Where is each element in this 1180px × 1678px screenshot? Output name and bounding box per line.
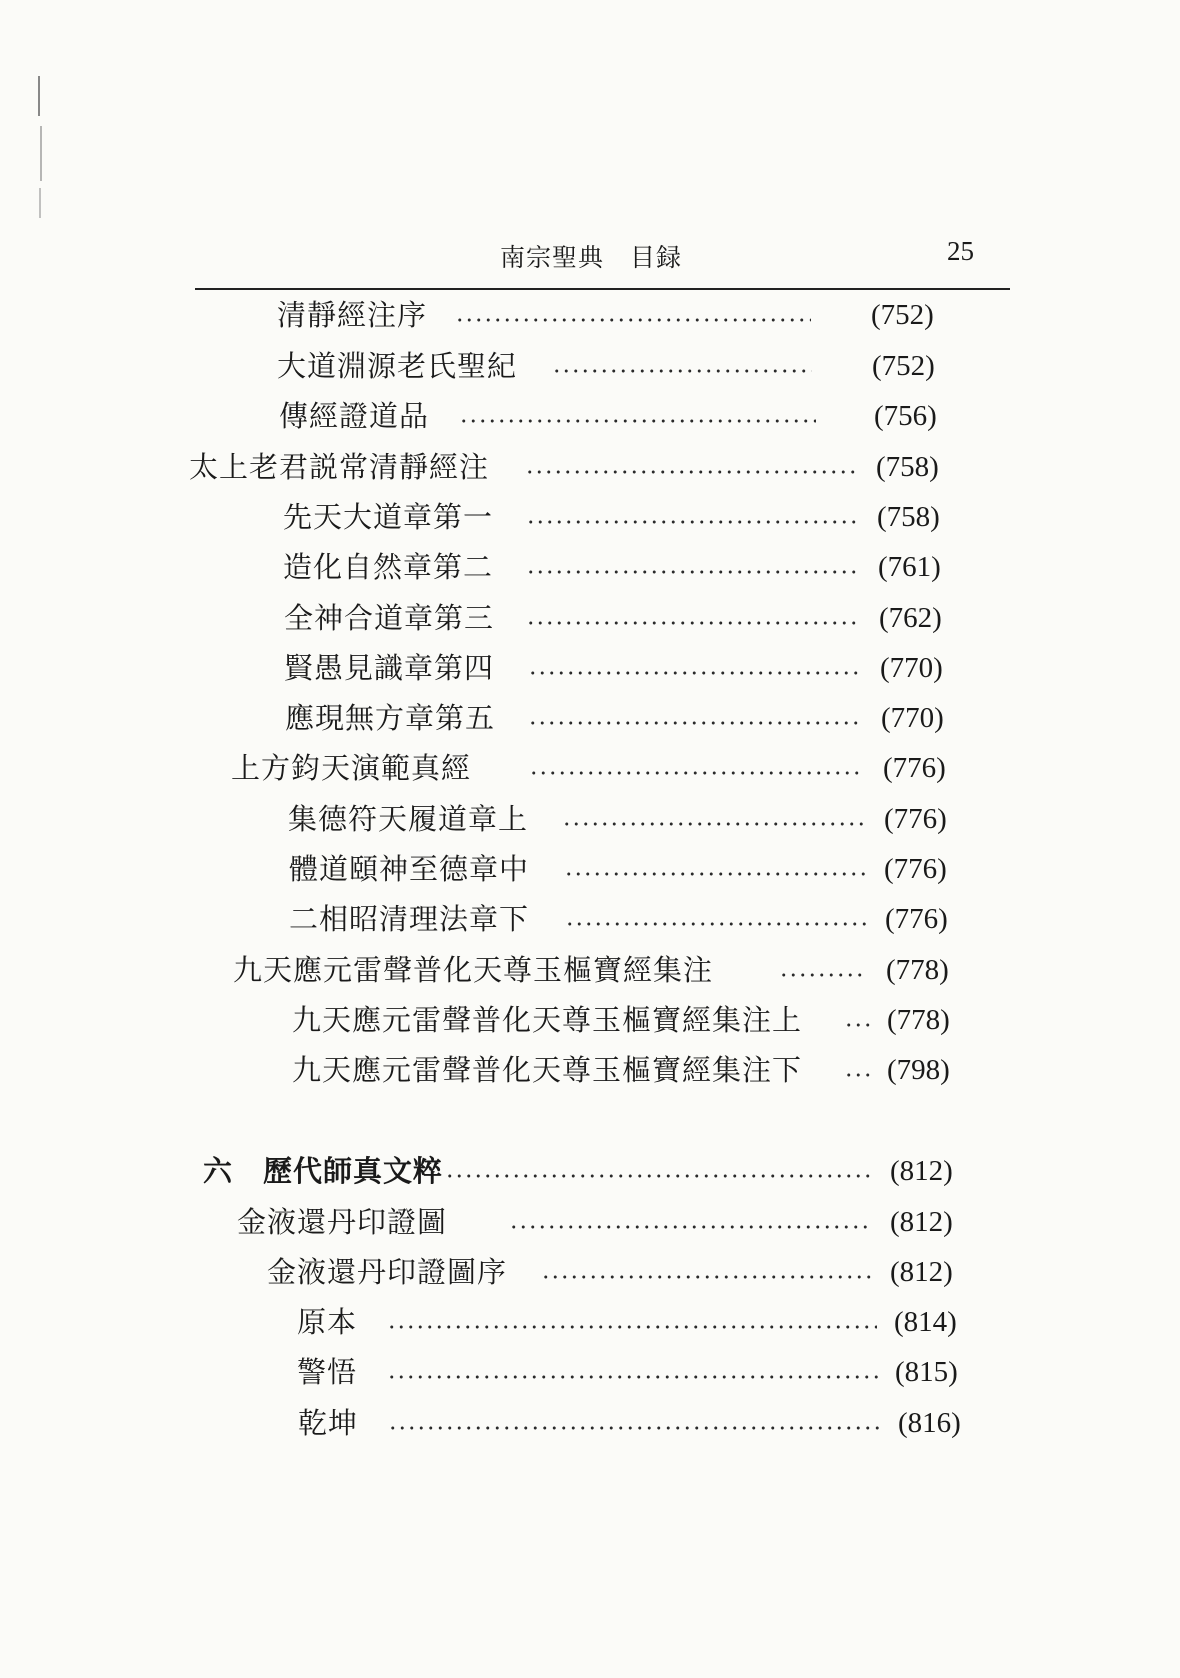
page-number: 25 xyxy=(947,236,974,266)
entry-title: 乾坤 xyxy=(298,1406,359,1440)
entry-title: 二相昭清理法章下 xyxy=(289,902,530,936)
dot-leader xyxy=(526,519,859,525)
dot-leader xyxy=(509,1224,873,1230)
entry-page: (776) xyxy=(885,903,948,935)
entry-page: (761) xyxy=(878,551,941,583)
dot-leader xyxy=(528,720,863,726)
entry-title: 警悟 xyxy=(297,1355,358,1389)
entry-page: (798) xyxy=(887,1054,950,1086)
dot-leader xyxy=(552,368,812,374)
entry-page: (812) xyxy=(890,1256,953,1288)
entry-page: (814) xyxy=(894,1306,957,1338)
entry-title: 金液還丹印證圖 xyxy=(237,1205,448,1239)
entry-page: (756) xyxy=(874,400,937,432)
entry-title: 傳經證道品 xyxy=(279,399,430,433)
dot-leader xyxy=(388,1425,880,1431)
entry-title: 應現無方章第五 xyxy=(285,701,496,735)
entry-page: (762) xyxy=(879,602,942,634)
entry-page: (815) xyxy=(895,1356,958,1388)
entry-page: (770) xyxy=(881,702,944,734)
entry-page: (758) xyxy=(877,501,940,533)
dot-leader xyxy=(445,1173,873,1179)
dot-leader xyxy=(525,469,857,475)
entry-title: 清靜經注序 xyxy=(277,298,428,332)
entry-title: 全神合道章第三 xyxy=(284,601,495,635)
dot-leader xyxy=(459,418,816,424)
dot-leader xyxy=(455,317,811,323)
dot-leader xyxy=(779,972,867,978)
dot-leader xyxy=(387,1324,877,1330)
entry-page: (752) xyxy=(871,299,934,331)
entry-title: 原本 xyxy=(297,1305,358,1339)
entry-title: 先天大道章第一 xyxy=(283,500,494,534)
dot-leader xyxy=(844,1022,870,1028)
dot-leader xyxy=(526,620,861,626)
entry-title: 九天應元雷聲普化天尊玉樞寶經集注上 xyxy=(292,1003,803,1037)
dot-leader xyxy=(529,770,863,776)
dot-leader xyxy=(562,821,866,827)
dot-leader xyxy=(526,569,859,575)
dot-leader xyxy=(387,1374,878,1380)
entry-title: 集德符天履道章上 xyxy=(288,802,529,836)
entry-page: (812) xyxy=(890,1155,953,1187)
entry-title: 賢愚見識章第四 xyxy=(284,651,495,685)
entry-page: (778) xyxy=(886,954,949,986)
entry-title: 九天應元雷聲普化天尊玉樞寶經集注 xyxy=(233,953,714,987)
entry-page: (816) xyxy=(898,1407,961,1439)
entry-page: (776) xyxy=(884,853,947,885)
entry-page: (752) xyxy=(872,350,935,382)
dot-leader xyxy=(528,670,862,676)
entry-title: 太上老君説常清靜經注 xyxy=(189,450,490,484)
entry-title: 九天應元雷聲普化天尊玉樞寶經集注下 xyxy=(292,1053,803,1087)
entry-title: 體道頤神至德章中 xyxy=(289,852,530,886)
entry-title: 六 歷代師真文粹 xyxy=(203,1154,444,1188)
dot-leader xyxy=(541,1274,873,1280)
dot-leader xyxy=(844,1072,870,1078)
entry-title: 上方鈞天演範真經 xyxy=(231,751,472,785)
entry-page: (778) xyxy=(887,1004,950,1036)
dot-leader xyxy=(565,921,868,927)
dot-leader xyxy=(564,871,866,877)
entry-title: 金液還丹印證圖序 xyxy=(267,1255,508,1289)
entry-page: (758) xyxy=(876,451,939,483)
entry-page: (776) xyxy=(884,803,947,835)
header-title: 南宗聖典 目録 xyxy=(500,243,683,272)
entry-title: 造化自然章第二 xyxy=(283,550,494,584)
entry-page: (770) xyxy=(880,652,943,684)
entry-title: 大道淵源老氏聖紀 xyxy=(277,349,518,383)
entry-page: (776) xyxy=(883,752,946,784)
entry-page: (812) xyxy=(890,1206,953,1238)
